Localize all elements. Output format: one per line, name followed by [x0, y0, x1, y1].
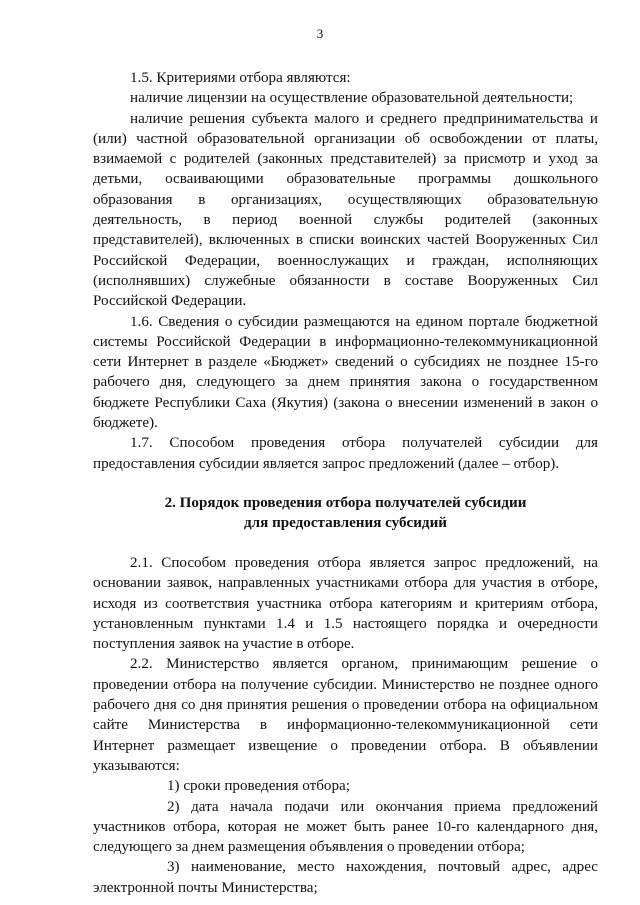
- section-2-heading: [93, 493, 598, 533]
- list-item-1: [93, 776, 598, 796]
- list-item-number: 3): [167, 859, 180, 876]
- paragraph-2-1: 2.1. Способом проведения отбора является запрос предложений, на основании заявок, направленных участниками отбора для участия в отборе, исходя из соответствия участника отбора категориям и критериям отбора, установленным пунктами 1.4 и 1.5 настоящего порядка и очередности поступления заявок на участие в отборе.: [93, 554, 598, 653]
- list-item-text: сроки проведения отбора;: [183, 778, 350, 795]
- list-item-3: [93, 857, 598, 898]
- list-item-2: [93, 797, 598, 858]
- list-item-text: наименование, место нахождения, почтовый адрес, адрес электронной почты Министерства;: [93, 859, 598, 896]
- document-body: [93, 68, 598, 898]
- page-number: 3: [316, 26, 324, 41]
- paragraph-1-6: 1.6. Сведения о субсидии размещаются на едином портале бюджетной системы Российской Федерации в информационно-телекоммуникационной сети Интернет в разделе «Бюджет» сведений о субсидиях не позднее 15-го рабочего дня, следующего за днем принятия закона о государственном бюджете Республики Саха (Якутия) (закона о внесении изменений в закон о бюджете).: [93, 313, 598, 432]
- section-2-heading-line-2: для предоставления субсидий: [244, 514, 447, 531]
- paragraph-1-5-item-license: наличие лицензии на осуществление образовательной деятельности;: [130, 90, 574, 107]
- section-2-heading-line-1: 2. Порядок проведения отбора получателей субсидии: [164, 494, 527, 511]
- paragraph-2-2: 2.2. Министерство является органом, принимающим решение о проведении отбора на получение субсидии. Министерство не позднее одного рабочего дня со дня принятия решения о проведении отбора на официальном сайте Министерства в информационно-телекоммуникационной сети Интернет размещает извещение о проведении отбора. В объявлении указываются:: [93, 656, 598, 774]
- list-item-number: 1): [167, 778, 180, 795]
- list-item-text: дата начала подачи или окончания приема предложений участников отбора, которая не может быть ранее 10-го календарного дня, следующего за днем размещения объявления о проведении отбора;: [93, 798, 598, 856]
- paragraph-1-7: 1.7. Способом проведения отбора получателей субсидии для предоставления субсидии является запрос предложений (далее – отбор).: [93, 435, 598, 472]
- list-item-number: 2): [167, 798, 180, 815]
- paragraph-1-5-item-decision: наличие решения субъекта малого и среднего предпринимательства и (или) частной образовательной организации об освобождении от платы, взимаемой с родителей (законных представителей) за присмотр и уход за детьми, осваивающими образовательные программы дошкольного образования в организациях, осуществляющих образовательную деятельность, в период военной службы родителей (законных представителей), включенных в списки воинских частей Вооруженных Сил Российской Федерации, военнослужащих и граждан, исполняющих (исполнявших) служебные обязанности в составе Вооруженных Сил Российской Федерации.: [93, 110, 598, 310]
- paragraph-1-5-title: 1.5. Критериями отбора являются:: [130, 70, 351, 86]
